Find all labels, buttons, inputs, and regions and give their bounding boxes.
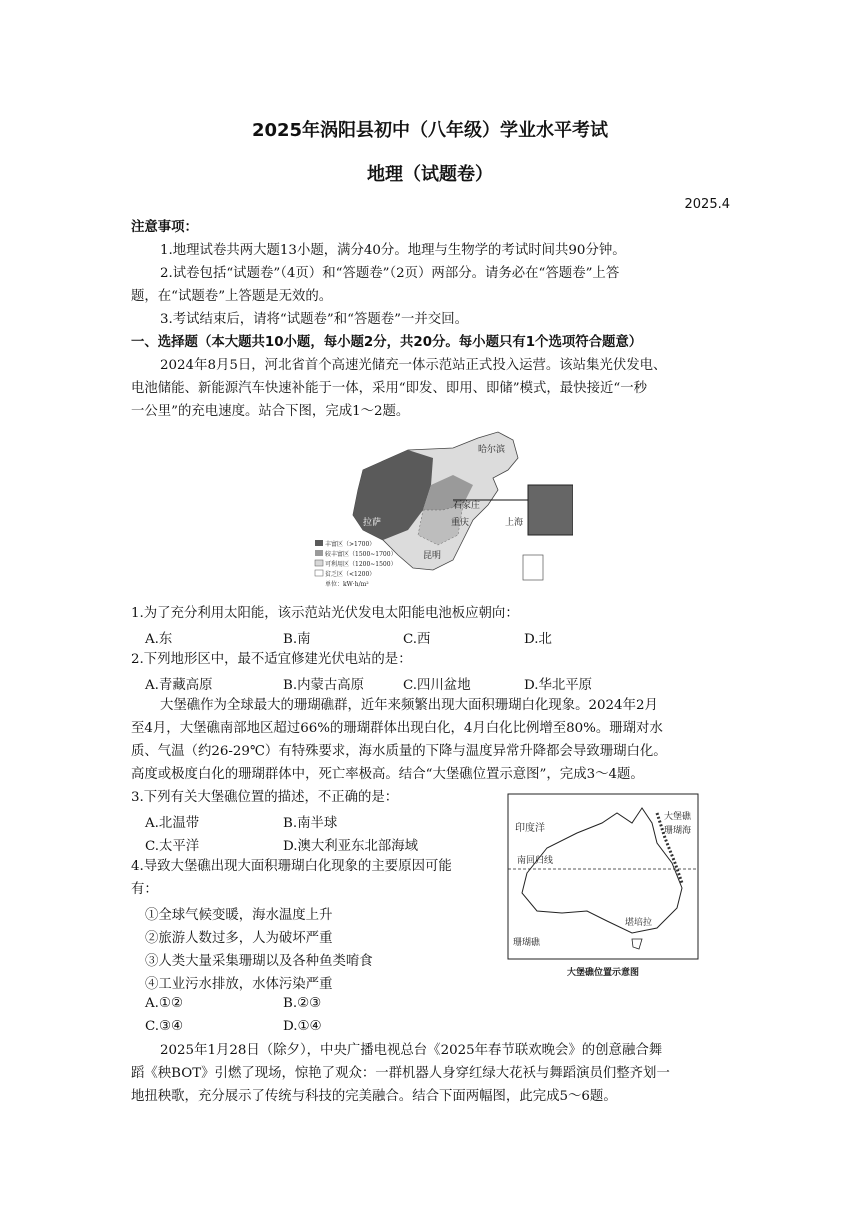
china-solar-map — [313, 430, 573, 590]
south-china-sea-inset — [523, 555, 543, 580]
q3-option-d: D.澳大利亚东北部海域 — [283, 839, 419, 854]
passage-3a: 2025年1月28日（除夕），中央广播电视总台《2025年春节联欢晚会》的创意融合舞 — [160, 1043, 663, 1058]
label-reef-a: 大堡礁 — [664, 812, 692, 822]
q1-stem: 1.为了充分利用太阳能，该示范站光伏发电太阳能电池板应朝向： — [131, 606, 519, 621]
q3-option-a: A.北温带 — [145, 816, 200, 831]
passage-3c: 地扭秧歌，充分展示了传统与科技的完美融合。结合下面两幅图，此完成5～6题。 — [131, 1089, 617, 1104]
section-heading: 一、选择题（本大题共10小题，每小题2分，共20分。每小题只有1个选项符合题意） — [131, 335, 643, 350]
q4-stem-b: 有： — [131, 882, 158, 897]
passage-3b: 蹈《秧BOT》引燃了现场，惊艳了观众：一群机器人身穿红绿大花袄与舞蹈演员们整齐划一 — [131, 1066, 670, 1081]
q2-option-b: B.内蒙古高原 — [283, 678, 365, 693]
q4-item-3: ③人类大量采集珊瑚以及各种鱼类唷食 — [145, 954, 373, 969]
notice-item-1: 1.地理试卷共两大题13小题，满分40分。地理与生物学的考试时间共90分钟。 — [160, 243, 626, 258]
q2-stem: 2.下列地形区中，最不适宜修建光伏电站的是： — [131, 652, 412, 667]
exam-subtitle: 地理（试题卷） — [367, 164, 493, 185]
q4-item-4: ④工业污水排放，水体污染严重 — [145, 977, 333, 992]
q4-item-2: ②旅游人数过多，人为破坏严重 — [145, 931, 333, 946]
label-reef-b: 珊瑚海 — [664, 826, 692, 836]
station-photo — [528, 485, 573, 535]
legend-swatch-4 — [315, 570, 323, 576]
label-tropic: 南回归线 — [517, 856, 554, 866]
passage-2c: 质、气温（约26-29℃）有特殊要求，海水质量的下降与温度异常升降都会导致珊瑚白化。 — [131, 744, 667, 759]
q4-item-1: ①全球气候变暖，海水温度上升 — [145, 908, 333, 923]
q2-option-a: A.青藏高原 — [145, 678, 213, 693]
q1-option-b: B.南 — [283, 632, 311, 647]
legend-swatch-3 — [315, 560, 323, 566]
legend-label-4: 贫乏区（<1200） — [325, 571, 376, 578]
q4-stem-a: 4.导致大堡礁出现大面积珊瑚白化现象的主要原因可能 — [131, 859, 452, 874]
label-kunming: 昆明 — [423, 551, 442, 561]
q2-option-d: D.华北平原 — [524, 678, 593, 693]
q3-stem: 3.下列有关大堡礁位置的描述，不正确的是： — [131, 790, 399, 805]
q3-option-b: B.南半球 — [283, 816, 338, 831]
great-barrier-reef-map — [507, 793, 699, 979]
label-shanghai: 上海 — [505, 518, 524, 528]
notice-item-3: 3.考试结束后，请将“试题卷”和“答题卷”一并交回。 — [160, 312, 468, 327]
legend-unit: 单位：kW·h/m² — [325, 581, 369, 588]
passage-1c: 一公里”的充电速度。站合下图，完成1～2题。 — [131, 404, 410, 419]
q4-option-b: B.②③ — [283, 996, 322, 1011]
label-chongqing: 重庆 — [451, 518, 470, 528]
q3-option-c: C.太平洋 — [145, 839, 200, 854]
label-harbin: 哈尔滨 — [478, 445, 506, 455]
passage-2a: 大堡礁作为全球最大的珊瑚礁群，近年来频繁出现大面积珊瑚白化现象。2024年2月 — [160, 698, 658, 713]
notice-item-2b: 题，在“试题卷”上答题是无效的。 — [131, 289, 333, 304]
legend-label-2: 较丰富区（1500~1700） — [325, 551, 397, 558]
label-city: 堪培拉 — [625, 918, 653, 928]
legend-coral-reef: 珊瑚礁 — [513, 938, 541, 948]
exam-date: 2025.4 — [684, 197, 730, 212]
legend-swatch-1 — [315, 540, 323, 546]
passage-2b: 至4月，大堡礁南部地区超过66%的珊瑚群体出现白化，4月白化比例增至80%。珊瑚对水 — [131, 721, 663, 736]
passage-2d: 高度或极度白化的珊瑚群体中，死亡率极高。结合“大堡礁位置示意图”，完成3～4题。 — [131, 767, 644, 782]
label-lhasa: 拉萨 — [363, 518, 382, 528]
passage-1a: 2024年8月5日，河北省首个高速光储充一体示范站正式投入运营。该站集光伏发电、 — [160, 358, 667, 373]
legend-label-1: 丰富区（>1700） — [325, 541, 376, 548]
exam-title: 2025年涡阳县初中（八年级）学业水平考试 — [251, 120, 609, 141]
q2-option-c: C.四川盆地 — [403, 678, 471, 693]
label-indian-ocean: 印度洋 — [515, 823, 545, 834]
notice-item-2a: 2.试卷包括“试题卷”（4页）和“答题卷”（2页）两部分。请务必在“答题卷”上答 — [160, 266, 620, 281]
legend-swatch-2 — [315, 550, 323, 556]
q4-option-a: A.①② — [145, 996, 183, 1011]
legend-label-3: 可利用区（1200~1500） — [325, 561, 397, 568]
q1-option-a: A.东 — [145, 632, 173, 647]
q4-option-c: C.③④ — [145, 1019, 184, 1034]
q1-option-c: C.西 — [403, 632, 431, 647]
q1-option-d: D.北 — [524, 632, 552, 647]
notice-heading: 注意事项： — [131, 220, 198, 235]
q4-option-d: D.①④ — [283, 1019, 322, 1034]
label-shijiazhuang: 石家庄 — [453, 501, 481, 511]
passage-1b: 电池储能、新能源汽车快速补能于一体，采用“即发、即用、即储”模式，最快接近“一秒 — [131, 381, 647, 396]
map-caption: 大堡礁位置示意图 — [566, 968, 640, 978]
